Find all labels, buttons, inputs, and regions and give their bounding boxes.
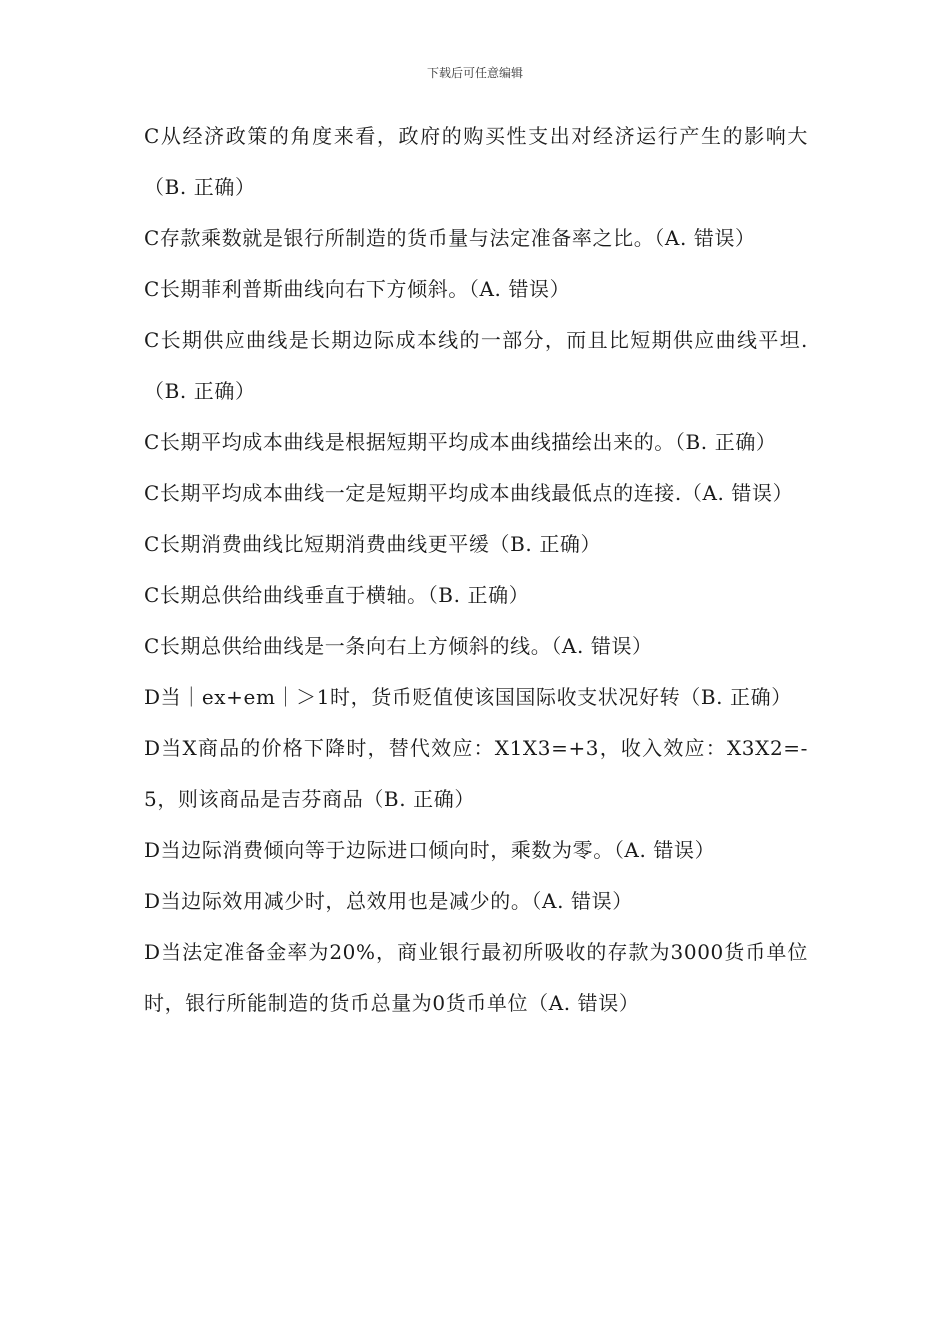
question-item: C长期菲利普斯曲线向右下方倾斜。（A. 错误） [144, 277, 571, 301]
question-item: C从经济政策的角度来看，政府的购买性支出对经济运行产生的影响大（B. 正确） [144, 124, 808, 199]
document-body [144, 111, 808, 1029]
question-item: D当边际效用减少时，总效用也是减少的。（A. 错误） [144, 889, 633, 913]
page-header: 下载后可任意编辑 [426, 66, 523, 80]
question-item: C长期平均成本曲线是根据短期平均成本曲线描绘出来的。（B. 正确） [144, 430, 777, 454]
question-item: C长期消费曲线比短期消费曲线更平缓（B. 正确） [144, 532, 602, 556]
question-item: C长期总供给曲线是一条向右上方倾斜的线。（A. 错误） [144, 634, 653, 658]
question-item: C长期总供给曲线垂直于横轴。（B. 正确） [144, 583, 530, 607]
question-item: D当法定准备金率为20%，商业银行最初所吸收的存款为3000货币单位时，银行所能制造的货币总量为0货币单位（A. 错误） [144, 940, 808, 1015]
question-item: C长期供应曲线是长期边际成本线的一部分，而且比短期供应曲线平坦.（B. 正确） [144, 328, 808, 403]
question-item: C长期平均成本曲线一定是短期平均成本曲线最低点的连接.（A. 错误） [144, 481, 794, 505]
question-item: D当｜ex+em｜＞1时，货币贬值使该国国际收支状况好转（B. 正确） [144, 685, 792, 709]
question-item: D当边际消费倾向等于边际进口倾向时，乘数为零。（A. 错误） [144, 838, 716, 862]
question-item: C存款乘数就是银行所制造的货币量与法定准备率之比。（A. 错误） [144, 226, 756, 250]
question-item: D当X商品的价格下降时，替代效应：X1X3=+3，收入效应：X3X2=-5，则该商品是吉芬商品（B. 正确） [144, 736, 808, 811]
